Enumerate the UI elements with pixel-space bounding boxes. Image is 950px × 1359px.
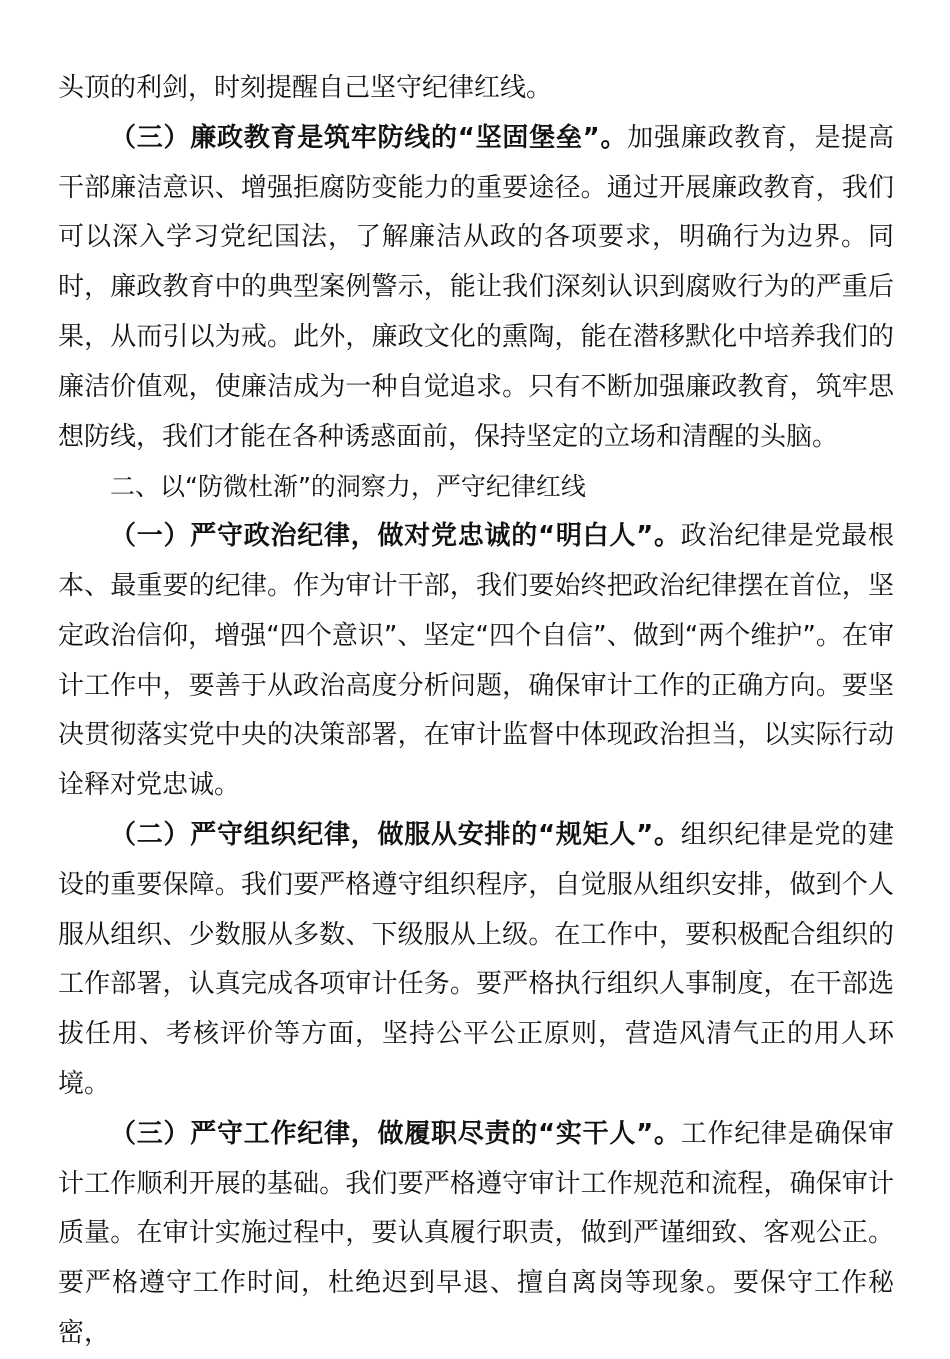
paragraph-integrity-education — [58, 114, 894, 463]
paragraph-text: 工作纪律是确保审计工作顺利开展的基础。我们要严格遵守审计工作规范和流程，确保审计质量。在审计实施过程中，要认真履行职责，做到严谨细致、客观公正。要严格遵守工作时间，杜绝迟到早退、擅自离岗等现象。要保守工作秘密， — [58, 1118, 894, 1348]
paragraph-work-discipline — [58, 1110, 894, 1359]
paragraph-lead-heading: （三）严守工作纪律，做履职尽责的“实干人”。 — [110, 1118, 681, 1149]
paragraph-lead-heading: （一）严守政治纪律，做对党忠诚的“明白人”。 — [110, 521, 681, 552]
paragraph-organizational-discipline — [58, 811, 894, 1110]
paragraph-continuation — [58, 64, 894, 114]
paragraph-text: 头顶的利剑，时刻提醒自己坚守纪律红线。 — [58, 73, 553, 103]
paragraph-text: 政治纪律是党最根本、最重要的纪律。作为审计干部，我们要始终把政治纪律摆在首位，坚定政治信仰，增强“四个意识”、坚定“四个自信”、做到“两个维护”。在审计工作中，要善于从政治高度分析问题，确保审计工作的正确方向。要坚决贯彻落实党中央的决策部署，在审计监督中体现政治担当，以实际行动诠释对党忠诚。 — [58, 521, 894, 801]
paragraph-text: 加强廉政教育，是提高干部廉洁意识、增强拒腐防变能力的重要途径。通过开展廉政教育，我们可以深入学习党纪国法，了解廉洁从政的各项要求，明确行为边界。同时，廉政教育中的典型案例警示，能让我们深刻认识到腐败行为的严重后果，从而引以为戒。此外，廉政文化的熏陶，能在潜移默化中培养我们的廉洁价值观，使廉洁成为一种自觉追求。只有不断加强廉政教育，筑牢思想防线，我们才能在各种诱惑面前，保持坚定的立场和清醒的头脑。 — [58, 122, 894, 452]
document-page — [58, 64, 894, 1359]
paragraph-lead-heading: （三）廉政教育是筑牢防线的“坚固堡垒”。 — [110, 122, 628, 153]
paragraph-lead-heading: （二）严守组织纪律，做服从安排的“规矩人”。 — [110, 819, 681, 850]
paragraph-political-discipline — [58, 512, 894, 811]
section-heading: 二、以“防微杜渐”的洞察力，严守纪律红线 — [110, 472, 586, 502]
paragraph-text: 组织纪律是党的建设的重要保障。我们要严格遵守组织程序，自觉服从组织安排，做到个人服从组织、少数服从多数、下级服从上级。在工作中，要积极配合组织的工作部署，认真完成各项审计任务。要严格执行组织人事制度，在干部选拔任用、考核评价等方面，坚持公平公正原则，营造风清气正的用人环境。 — [58, 819, 894, 1099]
